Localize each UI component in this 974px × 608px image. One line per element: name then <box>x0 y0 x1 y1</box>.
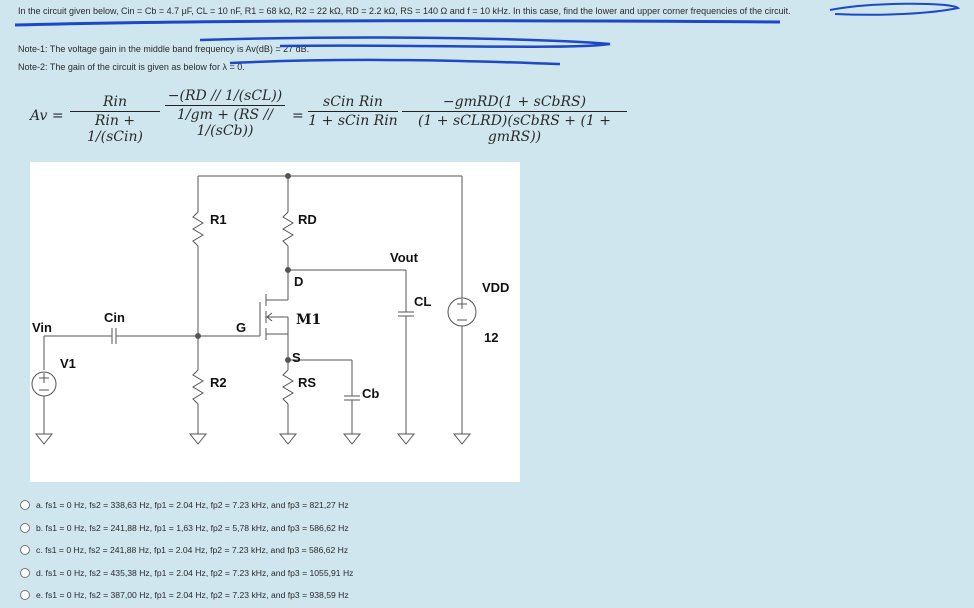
term4-numerator: −gmRD(1 + sCbRS) <box>442 94 587 110</box>
label-vdd-value: 12 <box>484 330 499 345</box>
label-cl: CL <box>414 294 432 309</box>
label-d: D <box>294 274 304 289</box>
answer-option-d[interactable] <box>20 562 353 585</box>
circuit-schematic <box>30 162 520 482</box>
term4-denominator: (1 + sCLRD)(sCbRS + (1 + gmRS)) <box>417 113 612 145</box>
label-g: G <box>236 320 247 335</box>
label-vout: Vout <box>390 250 418 265</box>
question-text: In the circuit given below, Cin = Cb = 4.7 μF, CL = 10 nF, R1 = 68 kΩ, R2 = 22 kΩ, RD = 2.2 kΩ, RS = 140 Ω and f = 10 kHz. In this case, find the lower and upper corner frequencies of the circuit. <box>18 6 791 16</box>
answer-label: b. fs1 = 0 Hz, fs2 = 241,88 Hz, fp1 = 1,63 Hz, fp2 = 5,78 kHz, and fp3 = 586,62 Hz <box>36 522 349 533</box>
formula-term-4 <box>402 94 627 145</box>
term2-numerator: −(RD // 1/(sCL)) <box>167 88 283 104</box>
label-cin: Cin <box>104 310 125 325</box>
radio-button[interactable] <box>20 590 30 600</box>
formula-term-1 <box>70 94 160 145</box>
radio-button[interactable] <box>20 545 30 555</box>
radio-button[interactable] <box>20 500 30 510</box>
note-1: Note-1: The voltage gain in the middle band frequency is Av(dB) = 27 dB. <box>18 44 310 54</box>
formula-term-2 <box>165 88 285 139</box>
formula-equals: = <box>292 108 304 124</box>
label-r2: R2 <box>210 375 227 390</box>
note-2: Note-2: The gain of the circuit is given as below for λ = 0. <box>18 62 245 72</box>
term3-numerator: sCin Rin <box>323 94 383 110</box>
answer-option-c[interactable] <box>20 539 353 562</box>
answer-option-b[interactable] <box>20 517 353 540</box>
term3-denominator: 1 + sCin Rin <box>308 113 398 129</box>
term1-denominator: Rin + 1/(sCin) <box>87 113 143 145</box>
label-rd: RD <box>298 212 317 227</box>
answer-label: d. fs1 = 0 Hz, fs2 = 435,38 Hz, fp1 = 2.04 Hz, fp2 = 7.23 kHz, and fp3 = 1055,91 Hz <box>36 567 354 578</box>
radio-button[interactable] <box>20 568 30 578</box>
label-vin: Vin <box>32 320 52 335</box>
answer-label: a. fs1 = 0 Hz, fs2 = 338,63 Hz, fp1 = 2.04 Hz, fp2 = 7.23 kHz, and fp3 = 821,27 Hz <box>36 500 349 511</box>
formula-lhs: Av = <box>30 108 64 124</box>
label-m1: M1 <box>296 312 322 328</box>
label-v1: V1 <box>60 356 76 371</box>
answer-options <box>20 494 353 607</box>
answer-label: c. fs1 = 0 Hz, fs2 = 241,88 Hz, fp1 = 2.04 Hz, fp2 = 7.23 kHz, and fp3 = 586,62 Hz <box>36 545 349 556</box>
label-cb: Cb <box>362 386 380 401</box>
answer-option-e[interactable] <box>20 584 353 607</box>
term1-numerator: Rin <box>102 94 128 110</box>
term2-denominator: 1/gm + (RS // 1/(sCb)) <box>177 107 273 139</box>
label-s: S <box>292 350 301 365</box>
formula-term-3 <box>308 94 398 129</box>
label-vdd: VDD <box>482 280 510 295</box>
answer-option-a[interactable] <box>20 494 353 517</box>
radio-button[interactable] <box>20 523 30 533</box>
label-r1: R1 <box>210 212 227 227</box>
answer-label: e. fs1 = 0 Hz, fs2 = 387,00 Hz, fp1 = 2.04 Hz, fp2 = 7.23 kHz, and fp3 = 938,59 Hz <box>36 590 349 601</box>
label-rs: RS <box>298 375 317 390</box>
gain-formula <box>30 88 630 158</box>
